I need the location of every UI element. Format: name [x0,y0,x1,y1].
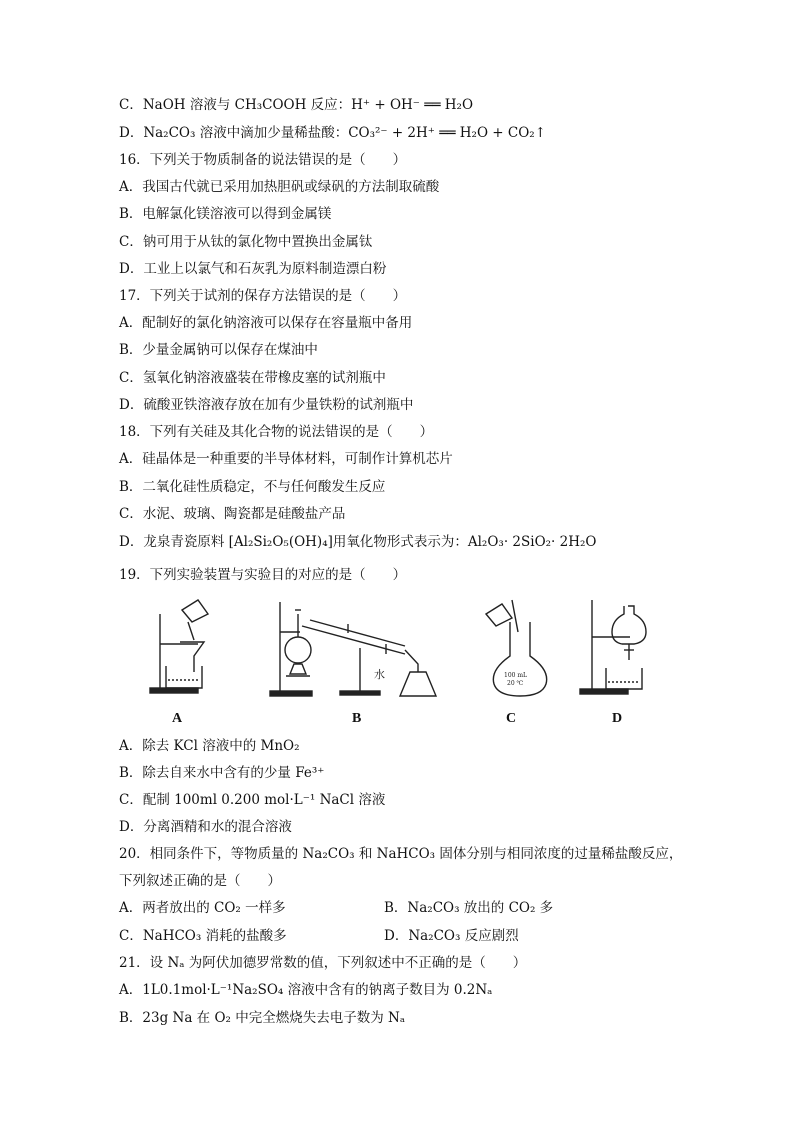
q16-stem: 16．下列关于物质制备的说法错误的是（ ） [119,152,407,168]
q20-stem-cont: 下列叙述正确的是（ ） [119,873,281,889]
q19-stem: 19．下列实验装置与实验目的对应的是（ ） [119,567,407,583]
q15-option-c: C．NaOH 溶液与 CH₃COOH 反应：H⁺ + OH⁻ ══ H₂O [119,97,474,113]
q20-option-b: B．Na₂CO₃ 放出的 CO₂ 多 [384,900,554,916]
q20-options-row1 [119,899,679,917]
q17-stem: 17．下列关于试剂的保存方法错误的是（ ） [119,288,407,304]
q18-option-c: C．水泥、玻璃、陶瓷都是硅酸盐产品 [119,506,346,522]
water-label: 水 [374,668,385,681]
q18-option-a: A．硅晶体是一种重要的半导体材料，可制作计算机芯片 [119,451,453,467]
apparatus-d-separatory-funnel [580,600,646,694]
q21-stem: 21．设 Nₐ 为阿伏加德罗常数的值，下列叙述中不正确的是（ ） [119,955,527,971]
figure-label-a: A [172,711,183,726]
q21-option-a: A．1L0.1mol·L⁻¹Na₂SO₄ 溶液中含有的钠离子数目为 0.2Nₐ [119,982,493,998]
q16-option-c: C．钠可用于从钛的氯化物中置换出金属钛 [119,234,373,250]
q17-option-c: C．氢氧化钠溶液盛装在带橡皮塞的试剂瓶中 [119,370,386,386]
q20-stem: 20．相同条件下，等物质量的 Na₂CO₃ 和 NaHCO₃ 固体分别与相同浓度的过量稀盐酸反应， [119,846,683,862]
q21-option-b: B．23g Na 在 O₂ 中完全燃烧失去电子数为 Nₐ [119,1010,406,1026]
figure-label-d: D [612,711,623,726]
q18-option-d: D．龙泉青瓷原料 [Al₂Si₂O₅(OH)₄]用氧化物形式表示为：Al₂O₃· 2SiO₂· 2H₂O [119,534,597,550]
figure-label-b: B [352,711,362,726]
q20-option-a: A．两者放出的 CO₂ 一样多 [119,900,286,916]
apparatus-a-filtration [150,600,208,693]
q20-option-d: D．Na₂CO₃ 反应剧烈 [384,928,519,944]
flask-volume-text: 100 mL [504,672,528,679]
q15-option-d: D．Na₂CO₃ 溶液中滴加少量稀盐酸：CO₃²⁻ + 2H⁺ ══ H₂O + CO₂↑ [119,125,547,141]
q19-option-b: B．除去自来水中含有的少量 Fe³⁺ [119,765,325,781]
q19-option-a: A．除去 KCl 溶液中的 MnO₂ [119,738,300,754]
q18-stem: 18．下列有关硅及其化合物的说法错误的是（ ） [119,424,434,440]
apparatus-figure [140,592,660,727]
q18-option-b: B．二氧化硅性质稳定，不与任何酸发生反应 [119,479,386,495]
q19-option-d: D．分离酒精和水的混合溶液 [119,819,292,835]
q20-options-row2 [119,927,679,945]
figure-label-c: C [506,711,517,726]
apparatus-b-distillation [270,602,436,696]
q17-option-a: A．配制好的氯化钠溶液可以保存在容量瓶中备用 [119,315,413,331]
q20-option-c: C．NaHCO₃ 消耗的盐酸多 [119,928,287,944]
q17-option-b: B．少量金属钠可以保存在煤油中 [119,342,318,358]
q19-option-c: C．配制 100ml 0.200 mol·L⁻¹ NaCl 溶液 [119,792,386,808]
flask-temp-text: 20 ℃ [507,680,524,687]
q16-option-b: B．电解氯化镁溶液可以得到金属镁 [119,206,332,222]
q17-option-d: D．硫酸亚铁溶液存放在加有少量铁粉的试剂瓶中 [119,397,414,413]
q16-option-a: A．我国古代就已采用加热胆矾或绿矾的方法制取硫酸 [119,179,440,195]
q16-option-d: D．工业上以氯气和石灰乳为原料制造漂白粉 [119,261,387,277]
